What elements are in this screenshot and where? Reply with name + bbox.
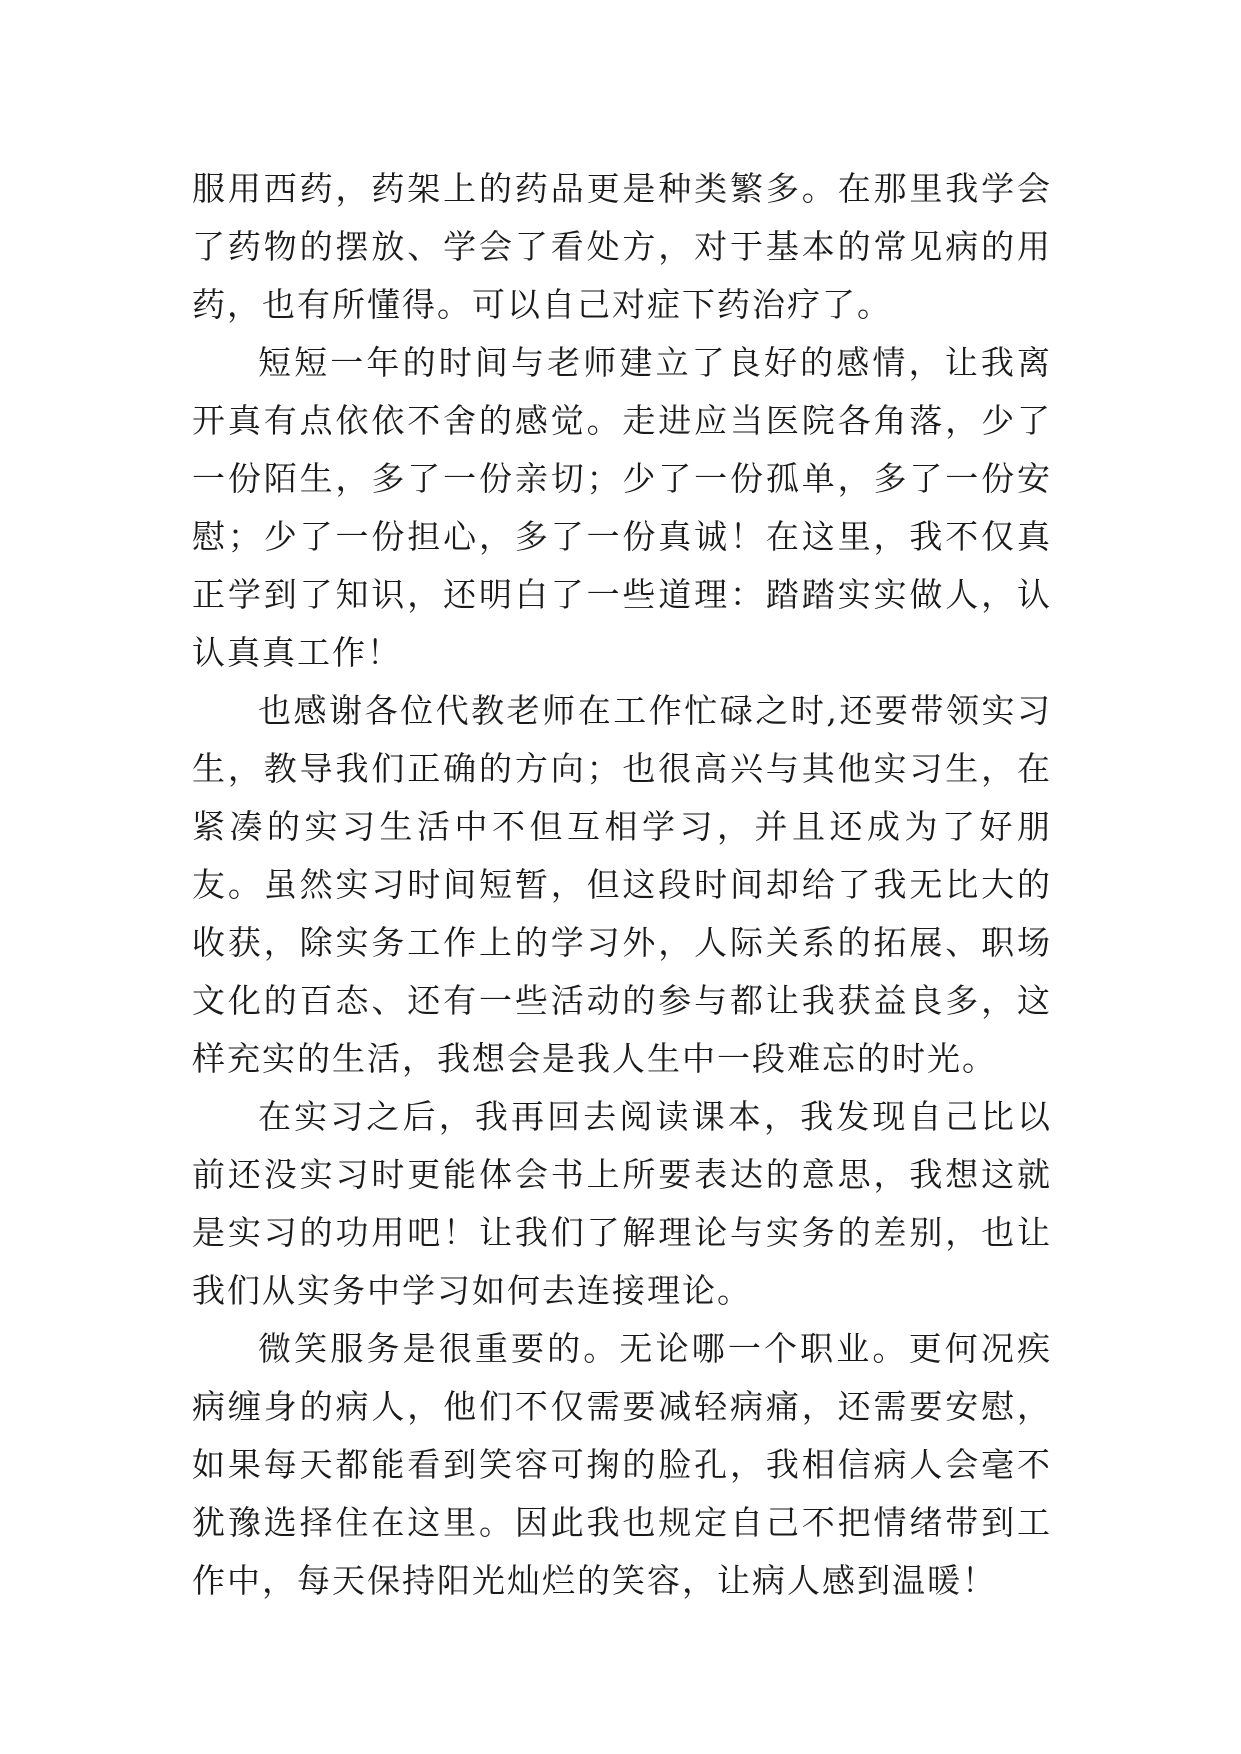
paragraph-5: 微笑服务是很重要的。无论哪一个职业。更何况疾病缠身的病人，他们不仅需要减轻病痛，还需要安慰，如果每天都能看到笑容可掬的脸孔，我相信病人会毫不犹豫选择住在这里。因此我也规定自己不把情绪带到工作中，每天保持阳光灿烂的笑容，让病人感到温暖！ [192, 1329, 1052, 1600]
paragraph-2: 短短一年的时间与老师建立了良好的感情，让我离开真有点依依不舍的感觉。走进应当医院各角落，少了一份陌生，多了一份亲切；少了一份孤单，多了一份安慰；少了一份担心，多了一份真诚！在这里，我不仅真正学到了知识，还明白了一些道理：踏踏实实做人，认认真真工作！ [192, 343, 1052, 672]
paragraph-1: 服用西药，药架上的药品更是种类繁多。在那里我学会了药物的摆放、学会了看处方，对于基本的常见病的用药，也有所懂得。可以自己对症下药治疗了。 [192, 169, 1052, 324]
paragraph-3: 也感谢各位代教老师在工作忙碌之时,还要带领实习生，教导我们正确的方向；也很高兴与其他实习生，在紧凑的实习生活中不但互相学习，并且还成为了好朋友。虽然实习时间短暂，但这段时间却给了我无比大的收获，除实务工作上的学习外，人际关系的拓展、职场文化的百态、还有一些活动的参与都让我获益良多，这样充实的生活，我想会是我人生中一段难忘的时光。 [192, 691, 1052, 1078]
paragraph-4: 在实习之后，我再回去阅读课本，我发现自己比以前还没实习时更能体会书上所要表达的意思，我想这就是实习的功用吧！让我们了解理论与实务的差别，也让我们从实务中学习如何去连接理论。 [192, 1097, 1052, 1310]
document-body [192, 160, 1052, 1610]
